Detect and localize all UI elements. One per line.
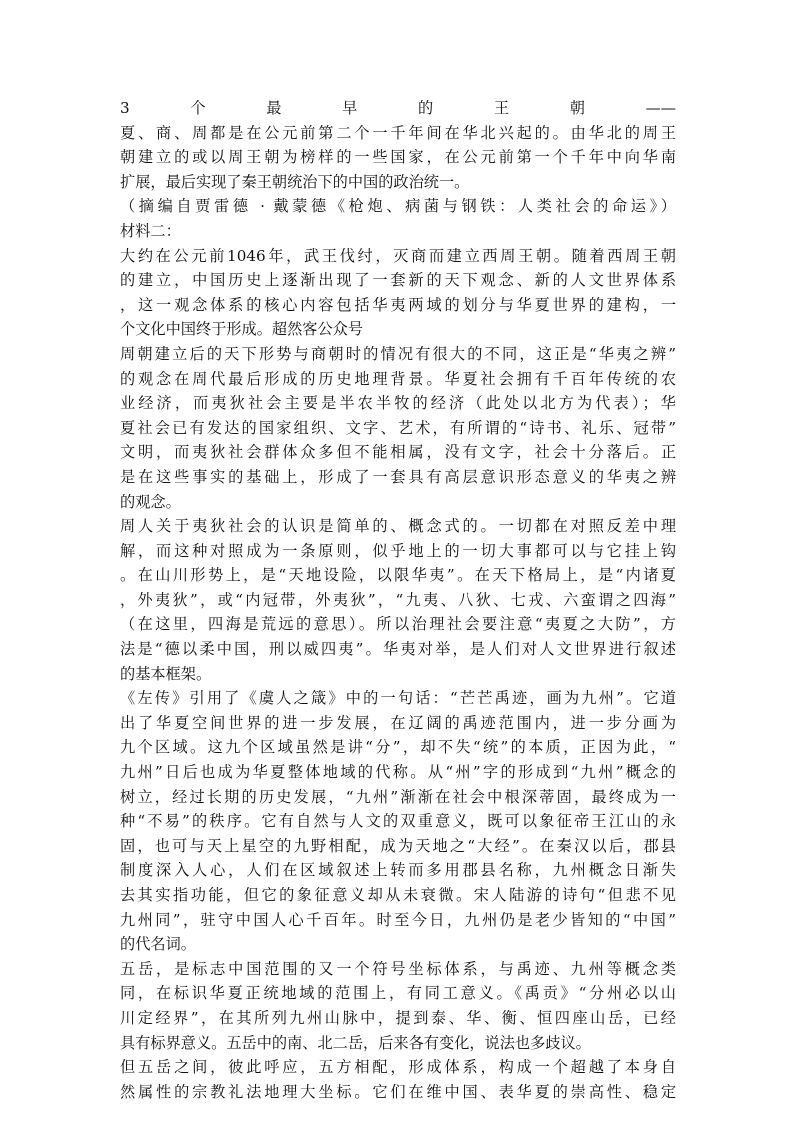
text-line: 制度深入人心，人们在区域叙述上转而多用郡县名称，九州概念日渐失 — [120, 861, 676, 880]
heading-char: 王 — [493, 99, 510, 117]
text-line: 同，在标识华夏正统地域的范围上，有同工意义。《禹贡》“分州必以山 — [120, 984, 676, 1003]
text-line: 具有标界意义。五岳中的南、北二岳，后来各有变化，说法也多歧议。 — [120, 1033, 591, 1052]
text-line: 《左传》引用了《虞人之箴》中的一句话：“芒芒禹迹，画为九州”。它道 — [120, 689, 676, 708]
text-line: 夏、商、周都是在公元前第二个一千年间在华北兴起的。由华北的周王 — [120, 123, 676, 142]
heading-line — [120, 96, 676, 121]
heading-char: 个 — [190, 99, 206, 117]
text-line: 个文化中国终于形成。超然客公众号 — [120, 320, 363, 339]
text-line: 九个区域。这九个区域虽然是讲“分”，却不失“统”的本质，正因为此，“ — [120, 738, 676, 757]
text-line: 的建立，中国历史上逐渐出现了一套新的天下观念、新的人文世界体系 — [120, 271, 676, 290]
text-line: 去其实指功能，但它的象征意义却从未衰微。宋人陆游的诗句“但悲不见 — [120, 886, 676, 904]
heading-char: 最 — [266, 99, 282, 117]
text-line: （摘编自贾雷德 · 戴蒙德《枪炮、病菌与钢铁：人类社会的命运》） — [120, 197, 676, 216]
text-line: 但五岳之间，彼此呼应，五方相配，形成体系，构成一个超越了本身自 — [120, 1058, 676, 1077]
text-line: 九州同”，驻守中国人心千百年。时至今日，九州仍是老少皆知的“中国” — [120, 910, 676, 929]
text-line: 大约在公元前1046年，武王伐纣，灭商而建立西周王朝。随着西周王朝 — [120, 246, 676, 265]
text-line: 的代名词。 — [120, 935, 196, 954]
text-line: 周朝建立后的天下形势与商朝时的情况有很大的不同，这正是“华夷之辨” — [120, 344, 676, 363]
text-line: 朝建立的或以周王朝为榜样的一些国家，在公元前第一个千年中向华南 — [120, 148, 676, 167]
text-line: 法是“德以柔中国，刑以威四夷”。华夷对举，是人们对人文世界进行叙述 — [120, 640, 676, 659]
heading-char: —— — [645, 99, 676, 117]
text-line: 固，也可与天上星空的九野相配，成为天地之“大经”。在秦汉以后，郡县 — [120, 836, 676, 855]
text-line: 业经济，而夷狄社会主要是半农半牧的经济（此处以北方为代表）；华 — [120, 394, 676, 413]
text-line: 夏社会已有发达的国家组织、文字、艺术，有所谓的“诗书、礼乐、冠带” — [120, 418, 676, 437]
text-line: ，这一观念体系的核心内容包括华夷两域的划分与华夏世界的建构，一 — [120, 295, 676, 314]
text-line: ，外夷狄”，或“内冠带，外夷狄”，“九夷、八狄、七戎、六蛮谓之四海” — [120, 590, 676, 609]
text-line: 出了华夏空间世界的进一步发展，在辽阔的禹迹范围内，进一步分画为 — [120, 713, 676, 732]
text-line: 周人关于夷狄社会的认识是简单的、概念式的。一切都在对照反差中理 — [120, 517, 676, 536]
text-line: 五岳，是标志中国范围的又一个符号坐标体系，与禹迹、九州等概念类 — [120, 959, 676, 978]
text-line: 材料二： — [120, 221, 181, 240]
text-line: 扩展，最后实现了秦王朝统治下的中国的政治统一。 — [120, 172, 470, 191]
text-line: 解，而这种对照成为一条原则，似乎地上的一切大事都可以与它挂上钩 — [120, 541, 676, 560]
heading-char: 3 — [120, 99, 130, 117]
text-line: （在这里，四海是荒远的意思）。所以治理社会要注意“夷夏之大防”，方 — [120, 615, 676, 634]
text-line: 的观念在周代最后形成的历史地理背景。华夏社会拥有千百年传统的农 — [120, 369, 676, 388]
text-line: 九州”日后也成为华夏整体地域的代称。从“州”字的形成到“九州”概念的 — [120, 763, 676, 782]
text-line: 的基本框架。 — [120, 664, 212, 683]
text-line: 川定经界”，在其所列九州山脉中，提到泰、华、衡、恒四座山岳，已经 — [120, 1008, 676, 1027]
document-page — [120, 96, 676, 1104]
text-line: 的观念。 — [120, 492, 181, 511]
heading-char: 早 — [342, 99, 358, 117]
heading-char: 朝 — [569, 99, 585, 117]
text-line: 。在山川形势上，是“天地设险，以限华夷”。在天下格局上，是“内诸夏 — [120, 566, 676, 585]
document-body — [120, 121, 676, 1105]
text-line: 文明，而夷狄社会群体众多但不能相属，没有文字，社会十分落后。正 — [120, 443, 676, 462]
text-line: 种“不易”的秩序。它有自然与人文的双重意义，既可以象征帝王江山的永 — [120, 812, 676, 831]
text-line: 然属性的宗教礼法地理大坐标。它们在维中国、表华夏的崇高性、稳定 — [120, 1082, 676, 1101]
text-line: 树立，经过长期的历史发展，“九州”渐渐在社会中根深蒂固，最终成为一 — [120, 787, 676, 806]
heading-char: 的 — [417, 99, 434, 117]
text-line: 是在这些事实的基础上，形成了一套具有高层意识形态意义的华夷之辨 — [120, 467, 676, 486]
